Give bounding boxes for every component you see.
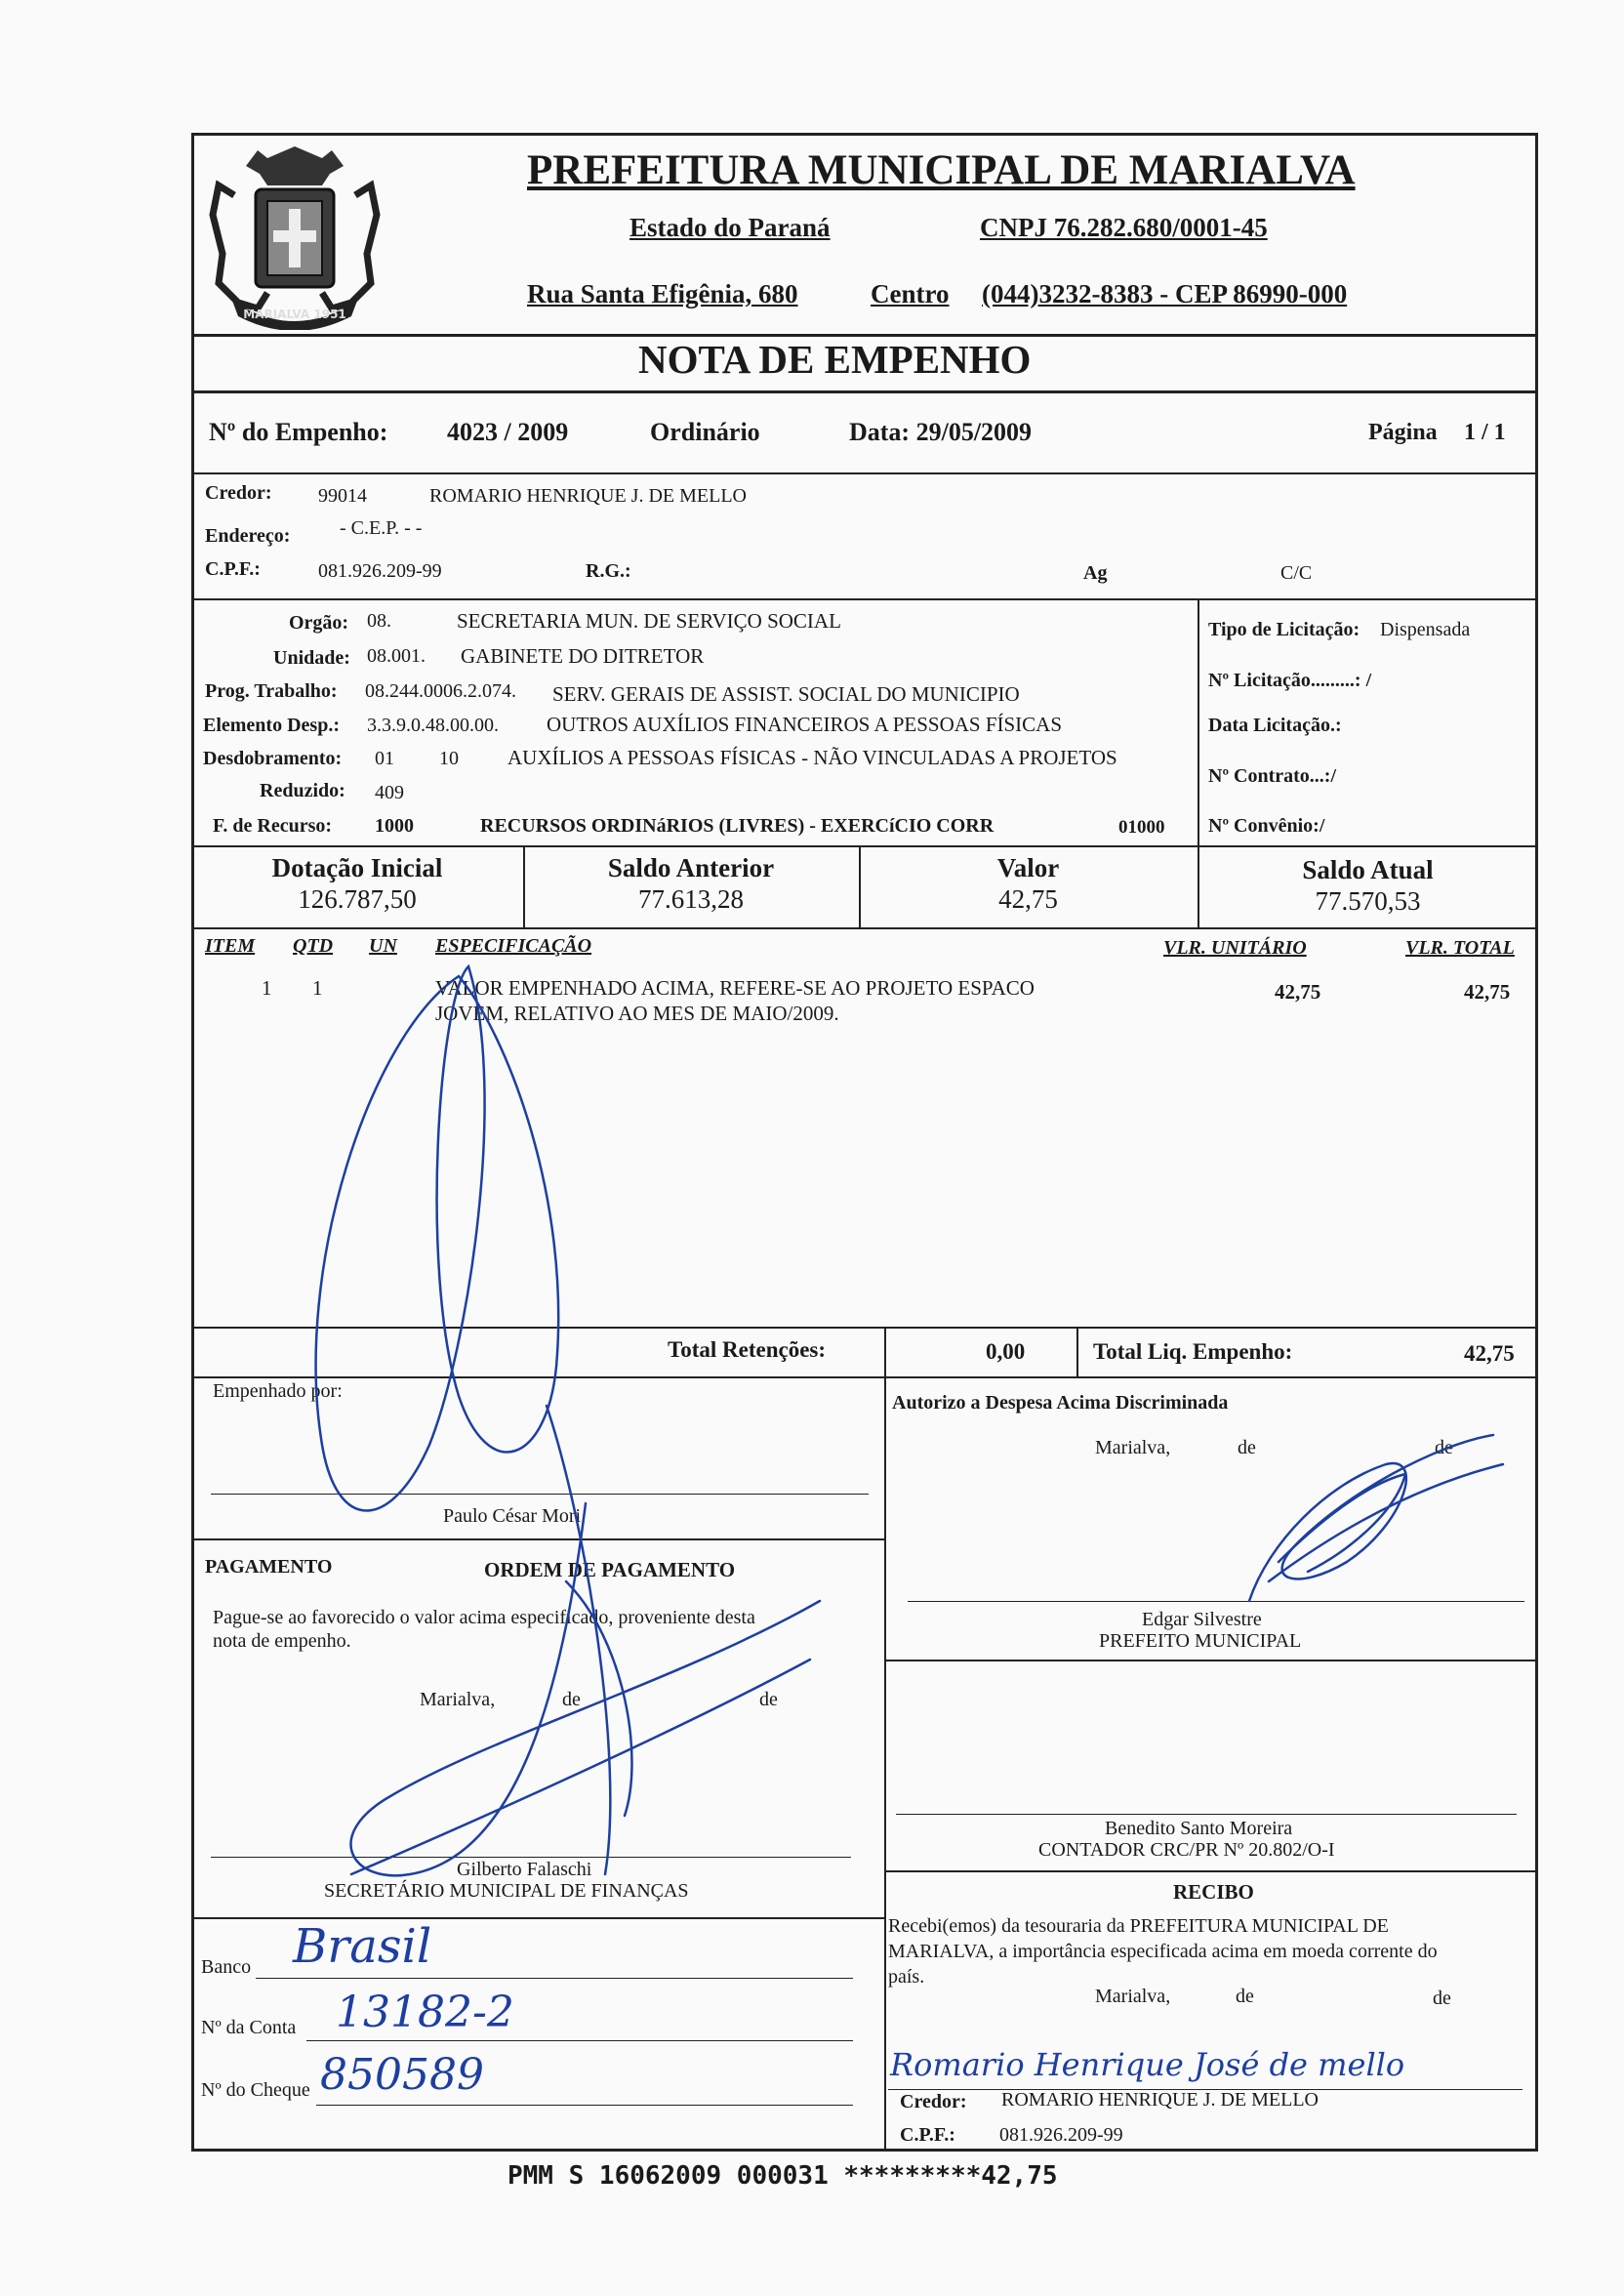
orgao-name: SECRETARIA MUN. DE SERVIÇO SOCIAL <box>457 609 841 633</box>
numero-contrato: Nº Contrato...:/ <box>1208 765 1337 787</box>
secretario-name: Gilberto Falaschi <box>457 1859 592 1880</box>
desdobramento-sub: 10 <box>439 748 459 769</box>
autorizo-label: Autorizo a Despesa Acima Discriminada <box>892 1392 1229 1414</box>
elemento-code: 3.3.9.0.48.00.00. <box>367 715 499 736</box>
numero-licitacao: Nº Licitação.........: / <box>1208 670 1372 691</box>
recibo-cpf-label: C.P.F.: <box>900 2124 955 2146</box>
row-spec-line1: VALOR EMPENHADO ACIMA, REFERE-SE AO PROJETO ESPACO <box>435 976 1035 1000</box>
col-header-un: UN <box>369 935 397 957</box>
endereco-value: - C.E.P. - - <box>340 517 423 539</box>
recibo-de2: de <box>1433 1988 1451 2009</box>
secretario-role: SECRETÁRIO MUNICIPAL DE FINANÇAS <box>324 1880 689 1902</box>
divider <box>191 927 1538 929</box>
ag-label: Ag <box>1083 562 1108 584</box>
reduzido-label: Reduzido: <box>260 780 345 801</box>
unidade-code: 08.001. <box>367 645 426 667</box>
reduzido-value: 409 <box>375 782 404 803</box>
col-header-especificacao: ESPECIFICAÇÃO <box>435 935 592 957</box>
autorizo-de2: de <box>1435 1437 1453 1458</box>
row-unit-value: 42,75 <box>1275 980 1321 1004</box>
cheque-handwritten-value: 850589 <box>320 2050 484 2100</box>
col-header-item: ITEM <box>205 935 256 957</box>
tipo-licitacao-label: Tipo de Licitação: <box>1208 619 1360 640</box>
unidade-label: Unidade: <box>273 647 350 669</box>
pagamento-de2: de <box>759 1689 778 1710</box>
prog-trabalho-code: 08.244.0006.2.074. <box>365 680 516 702</box>
total-liquido-value: 42,75 <box>1464 1341 1515 1366</box>
row-spec-line2: JOVEM, RELATIVO AO MES DE MAIO/2009. <box>435 1002 839 1025</box>
divider <box>884 1660 1538 1661</box>
divider <box>884 1870 1538 1872</box>
prefeito-name: Edgar Silvestre <box>1142 1609 1262 1630</box>
address-district: Centro <box>871 279 950 308</box>
divider <box>191 1376 1538 1378</box>
orgao-label: Orgão: <box>289 612 349 634</box>
signature-line <box>908 1601 1524 1602</box>
total-liquido-label: Total Liq. Empenho: <box>1093 1339 1293 1364</box>
divider <box>191 390 1538 393</box>
saldo-atual-label: Saldo Atual <box>1302 855 1434 884</box>
saldo-anterior-label: Saldo Anterior <box>607 853 775 882</box>
divider <box>191 845 1538 847</box>
divider <box>191 598 1538 600</box>
fonte-recurso-name: RECURSOS ORDINáRIOS (LIVRES) - EXERCíCIO CORR <box>480 815 995 837</box>
recibo-handwritten-signature: Romario Henrique José de mello <box>890 2046 1405 2083</box>
credor-label: Credor: <box>205 482 272 504</box>
autorizo-place: Marialva, <box>1095 1437 1171 1458</box>
endereco-label: Endereço: <box>205 525 291 547</box>
contador-role: CONTADOR CRC/PR Nº 20.802/O-I <box>1038 1839 1335 1861</box>
cc-label: C/C <box>1280 562 1313 584</box>
conta-label: Nº da Conta <box>201 2017 297 2038</box>
address-street: Rua Santa Efigênia, 680 <box>527 279 798 308</box>
pagamento-place: Marialva, <box>420 1689 496 1710</box>
municipal-coat-of-arms-logo <box>199 137 390 330</box>
elemento-name: OUTROS AUXÍLIOS FINANCEIROS A PESSOAS FÍSICAS <box>547 713 1063 736</box>
pagamento-text-line1: Pague-se ao favorecido o valor acima especificado, proveniente desta <box>213 1607 755 1628</box>
numero-convenio: Nº Convênio:/ <box>1208 815 1325 837</box>
rg-label: R.G.: <box>586 560 631 582</box>
prefeito-role: PREFEITO MUNICIPAL <box>1099 1630 1302 1652</box>
row-total-value: 42,75 <box>1464 980 1511 1004</box>
valor-label: Valor <box>996 853 1060 882</box>
recibo-credor-label: Credor: <box>900 2091 967 2112</box>
recibo-title: RECIBO <box>1173 1880 1254 1904</box>
contador-name: Benedito Santo Moreira <box>1105 1818 1293 1839</box>
prog-trabalho-label: Prog. Trabalho: <box>205 680 338 702</box>
valor-value: 42,75 <box>998 884 1058 914</box>
retencoes-label: Total Retenções: <box>668 1337 827 1362</box>
col-header-qtd: QTD <box>293 935 334 957</box>
empenho-date: Data: 29/05/2009 <box>849 418 1033 446</box>
credor-code: 99014 <box>318 485 367 507</box>
desdobramento-name: AUXÍLIOS A PESSOAS FÍSICAS - NÃO VINCULADAS A PROJETOS <box>508 746 1117 769</box>
recibo-text-line3: país. <box>888 1966 925 1988</box>
cheque-label: Nº do Cheque <box>201 2079 310 2101</box>
signature-line <box>896 1814 1517 1815</box>
col-header-vlr-unitario: VLR. UNITÁRIO <box>1163 937 1307 959</box>
col-header-vlr-total: VLR. TOTAL <box>1405 937 1515 959</box>
document-title: NOTA DE EMPENHO <box>638 337 1032 382</box>
banco-handwritten-value: Brasil <box>293 1919 432 1974</box>
desdobramento-label: Desdobramento: <box>203 748 343 769</box>
pagamento-label: PAGAMENTO <box>205 1556 333 1578</box>
field-line <box>316 2105 853 2106</box>
empenho-type: Ordinário <box>650 418 760 446</box>
recibo-cpf-value: 081.926.209-99 <box>999 2124 1123 2146</box>
retencoes-value: 0,00 <box>986 1339 1026 1364</box>
cpf-label: C.P.F.: <box>205 558 261 580</box>
recibo-text-line2: MARIALVA, a importância especificada acima em moeda corrente do <box>888 1941 1438 1962</box>
svg-text:MARIALVA 1951: MARIALVA 1951 <box>243 308 346 321</box>
signature-line <box>211 1857 851 1858</box>
signature-line <box>211 1494 869 1495</box>
ordem-pagamento-label: ORDEM DE PAGAMENTO <box>484 1558 736 1581</box>
conta-handwritten-value: 13182-2 <box>336 1988 514 2037</box>
desdobramento-code: 01 <box>375 748 394 769</box>
fonte-recurso-label: F. de Recurso: <box>213 815 333 837</box>
divider <box>191 1538 884 1540</box>
credor-name: ROMARIO HENRIQUE J. DE MELLO <box>429 485 747 507</box>
fonte-recurso-sub: 01000 <box>1118 817 1165 838</box>
authentication-stamp: PMM S 16062009 000031 *********42,75 <box>508 2161 1058 2191</box>
unidade-name: GABINETE DO DITRETOR <box>461 644 705 668</box>
recibo-place: Marialva, <box>1095 1986 1171 2007</box>
row-item: 1 <box>262 976 272 1000</box>
tipo-licitacao-value: Dispensada <box>1380 619 1471 640</box>
recibo-credor-name: ROMARIO HENRIQUE J. DE MELLO <box>1001 2089 1319 2111</box>
cnpj: CNPJ 76.282.680/0001-45 <box>980 213 1268 242</box>
prog-trabalho-name: SERV. GERAIS DE ASSIST. SOCIAL DO MUNICIPIO <box>552 682 1020 706</box>
divider <box>884 1327 886 2152</box>
dotacao-value: 126.787,50 <box>298 884 417 914</box>
field-line <box>256 1978 853 1979</box>
autorizo-de1: de <box>1238 1437 1256 1458</box>
pagamento-de1: de <box>562 1689 581 1710</box>
recibo-text-line1: Recebi(emos) da tesouraria da PREFEITURA MUNICIPAL DE <box>888 1915 1389 1937</box>
cpf-value: 081.926.209-99 <box>318 560 442 582</box>
row-qtd: 1 <box>312 976 323 1000</box>
orgao-code: 08. <box>367 610 391 632</box>
divider <box>191 1327 1538 1329</box>
field-line <box>306 2040 853 2041</box>
saldo-atual-value: 77.570,53 <box>1315 886 1421 916</box>
empenhado-label: Empenhado por: <box>213 1380 343 1402</box>
fonte-recurso-code: 1000 <box>375 815 414 837</box>
divider <box>191 472 1538 474</box>
state-name: Estado do Paraná <box>629 213 831 242</box>
banco-label: Banco <box>201 1956 252 1978</box>
page-number: 1 / 1 <box>1464 420 1506 445</box>
pagamento-text-line2: nota de empenho. <box>213 1630 351 1652</box>
municipality-title: PREFEITURA MUNICIPAL DE MARIALVA <box>527 147 1356 193</box>
page-label: Página <box>1368 420 1438 445</box>
empenho-label: Nº do Empenho: <box>209 418 388 446</box>
data-licitacao: Data Licitação.: <box>1208 715 1342 736</box>
phone-and-cep: (044)3232-8383 - CEP 86990-000 <box>982 279 1348 308</box>
divider <box>1076 1327 1078 1376</box>
recibo-de1: de <box>1236 1986 1254 2007</box>
elemento-label: Elemento Desp.: <box>203 715 340 736</box>
empenho-number: 4023 / 2009 <box>447 418 569 446</box>
empenhado-name: Paulo César Mori <box>443 1505 582 1527</box>
saldo-anterior-value: 77.613,28 <box>638 884 744 914</box>
dotacao-label: Dotação Inicial <box>271 853 443 882</box>
